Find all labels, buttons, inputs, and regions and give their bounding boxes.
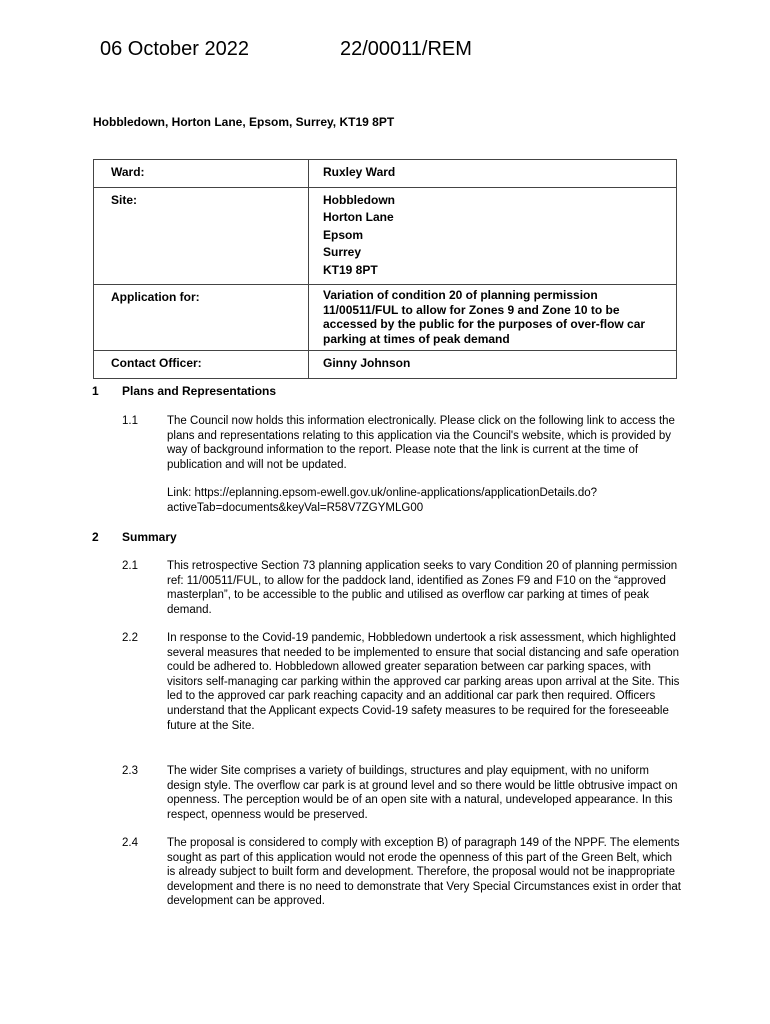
site-line: KT19 8PT [323,262,378,277]
section-title: Summary [122,530,177,544]
officer-label: Contact Officer: [94,351,309,379]
application-value: Variation of condition 20 of planning permission 11/00511/FUL to allow for Zones 9 and Zone 10 to be accessed by the public for the purposes of over-flow car parking at times of peak demand [309,285,677,351]
header-reference: 22/00011/REM [340,38,472,60]
application-row [94,285,677,351]
ward-label: Ward: [94,160,309,188]
site-line: Hobbledown [323,192,395,207]
header-date: 06 October 2022 [100,38,249,60]
paragraph-text: The proposal is considered to comply with exception B) of paragraph 149 of the NPPF. The elements sought as part of this application would not erode the openness of this part of the Green Belt, which is already subject to built form and development. Therefore, the proposal would not be inappropriate development and there is no need to demonstrate that Very Special Circumstances exist in order that development can be approved. [167,837,681,908]
section-number: 1 [92,384,99,398]
section-number: 2 [92,530,99,544]
application-label: Application for: [94,285,309,351]
ward-row [94,160,677,188]
site-line: Horton Lane [323,210,394,224]
paragraph-number: 2.2 [122,632,138,644]
application-info-table [93,159,677,379]
paragraph-number: 1.1 [122,415,138,427]
paragraph-number: 2.1 [122,560,138,572]
site-value [309,187,677,285]
site-label: Site: [94,187,309,285]
paragraph-text: In response to the Covid-19 pandemic, Hobbledown undertook a risk assessment, which highlighted several measures that needed to be implemented to ensure that social distancing and safe operation could be adhered to. Hobbledown allowed greater separation between car parking spaces, with visitors self-managing car parking within the approved car parking areas upon arrival at the Site. This led to the approved car park reaching capacity and an additional car park then required. Officers understand that the Applicant expects Covid-19 safety measures to be required for the foreseeable future at the Site. [167,632,680,732]
site-line: Surrey [323,245,362,259]
officer-value: Ginny Johnson [309,351,677,379]
site-row [94,187,677,285]
paragraph-text: The wider Site comprises a variety of buildings, structures and play equipment, with no uniform design style. The overflow car park is at ground level and so there would be little obtrusive impact on openness. The perception would be of an open site with a natural, undeveloped appearance. In this respect, openness would be preserved. [167,765,678,821]
paragraph-text: The Council now holds this information electronically. Please click on the following link to access the plans and representations relating to this application via the Council's website, which is provided by way of background information to the report. Please note that the link is current at the time of publication and will not be updated. [167,415,675,471]
paragraph-number: 2.4 [122,837,138,849]
section-title: Plans and Representations [122,384,277,398]
plans-link[interactable]: Link: https://eplanning.epsom-ewell.gov.uk/online-applications/applicationDetails.do?activeTab=documents&keyVal=R58V7ZGYMLG00 [167,487,598,514]
ward-value: Ruxley Ward [309,160,677,188]
site-address-heading: Hobbledown, Horton Lane, Epsom, Surrey, KT19 8PT [93,115,395,129]
paragraph-number: 2.3 [122,765,138,777]
officer-row [94,351,677,379]
site-line: Epsom [323,227,364,242]
paragraph-text: This retrospective Section 73 planning application seeks to vary Condition 20 of planning permission ref: 11/00511/FUL, to allow for the paddock land, identified as Zones F9 and F10 on the “approved masterplan”, to be accessible to the public and utilised as overflow car parking at times of peak demand. [167,560,678,616]
